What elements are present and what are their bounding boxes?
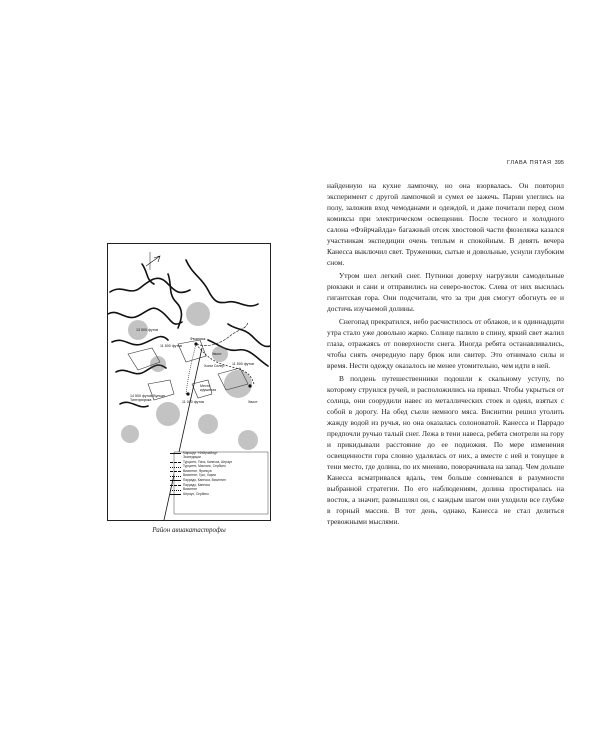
- map-label: 11 000 футов: [182, 400, 204, 404]
- legend-line-icon: [170, 480, 181, 481]
- map-legend: [170, 451, 266, 497]
- legend-item: Турцатти, Маспонс, Сербино: [170, 465, 266, 470]
- map-label: 11 500 футов: [160, 344, 182, 348]
- legend-line-icon: [170, 485, 181, 486]
- legend-line-icon: [170, 467, 181, 468]
- legend-item: Паррадо, Канесса, Висинтин: [170, 479, 266, 484]
- map-label: Хвост: [248, 400, 258, 404]
- map-label: Холм Селер: [204, 364, 225, 368]
- legend-line-icon: [170, 476, 181, 477]
- legend-item: Экспедиции: [170, 456, 266, 461]
- right-page: [300, 0, 600, 750]
- figure-caption: Район авиакатастрофы: [152, 526, 226, 534]
- legend-line-icon: [170, 453, 181, 454]
- legend-item: Турцатти, Паэс, Канесса, Штраух: [170, 460, 266, 465]
- paragraph: найденную на кухне лампочку, но она взорвалась. Он повторил эксперимент с другой лампочкой и сумел ее зажечь. Парни улеглись на полу, заложив вход чемоданами и одеждой, и даже почитали перед сном комиксы при электрическом освещении. После тесного и холодного салона «Фэйрчайлда» багажный отсек хвостовой части фюзеляжа казался участникам экспедиции очень теплым и спокойным. В девять вечера Канесса выключил свет. Труженики, сытые и довольные, уснули глубоким сном.: [327, 181, 564, 267]
- page-number: 395: [554, 160, 564, 166]
- legend-line-icon: [170, 471, 181, 472]
- legend-item: Висинтин, Гусс, Харли: [170, 474, 266, 479]
- legend-line-icon: [170, 490, 181, 491]
- legend-line-icon: [170, 462, 181, 463]
- map-label: 14 500 футов Вулкан Тинтиририка: [130, 394, 166, 402]
- legend-item: Маршрут «Фэйрчайлд»: [170, 451, 266, 456]
- map-label: Место крушения: [200, 384, 217, 392]
- legend-line-icon: [170, 494, 181, 495]
- legend-item: Висинтин: [170, 488, 266, 493]
- body-text: [327, 180, 564, 527]
- paragraph: Снегопад прекратился, небо расчистилось от облаков, и к одиннадцати утра стало уже довольно жарко. Солнце палило в спину, яркий свет жалил глаза, отражаясь от поверхности снега. Иногда ребята останавливались, чтобы снять очередную пару брюк или свитер. Это отнимало силы и время. Нести одежду оказалось не менее утомительно, чем идти в ней.: [327, 317, 564, 370]
- map-label: 11 500 футов: [232, 362, 254, 366]
- map-label: Хвост: [212, 352, 222, 356]
- legend-line-icon: [170, 457, 181, 458]
- running-head: [494, 160, 564, 166]
- paragraph: В полдень путешественники подошли к скальному уступу, по которому струился ручей, и расположились на привал. Чтобы укрыться от солнца, они соорудили навес из металлических стоек и одеял, взятых с собой в дорогу. На обед съели немного мяса. Висинтин решил утолить жажду водой из ручья, но она оказалась солоноватой. Канесса и Паррадо предпочли ручью талый снег. Лежа в тени навеса, ребята смотрели на гору и прикидывали расстояние до ее подножия. По мере изменения освещенности гора словно удалялась от них, а вместе с ней и тонущее в тени место, где долина, по их мнению, поворачивала на запад. Чем дольше Канесса всматривался вдаль, тем больше сомневался в разумности выбранной стратегии. По его наблюдениям, долина простиралась на восток, а значит, размышлял он, с каждым шагом они уходили все глубже в горный массив. В тот день, однако, Канесса не стал делиться тревожными мыслями.: [327, 374, 564, 526]
- paragraph: Утром шел легкий снег. Путники доверху нагрузили самодельные рюкзаки и сани и отправились на северо-восток. Слева от них высилась гигантская гора. Они подсчитали, что за три дня смогут обогнуть ее и достичь изучаемой долины.: [327, 271, 564, 313]
- map-label: Фюзеляж: [190, 337, 206, 341]
- chapter-title: ГЛАВА ПЯТАЯ: [507, 160, 552, 166]
- legend-item: Штраух, Сербино: [170, 492, 266, 497]
- crash-area-map: [107, 243, 271, 521]
- legend-item: Паррадо, Канесса: [170, 483, 266, 488]
- legend-item: Висинтин, Франсуа: [170, 469, 266, 474]
- map-label: 13 500 футов: [136, 328, 159, 332]
